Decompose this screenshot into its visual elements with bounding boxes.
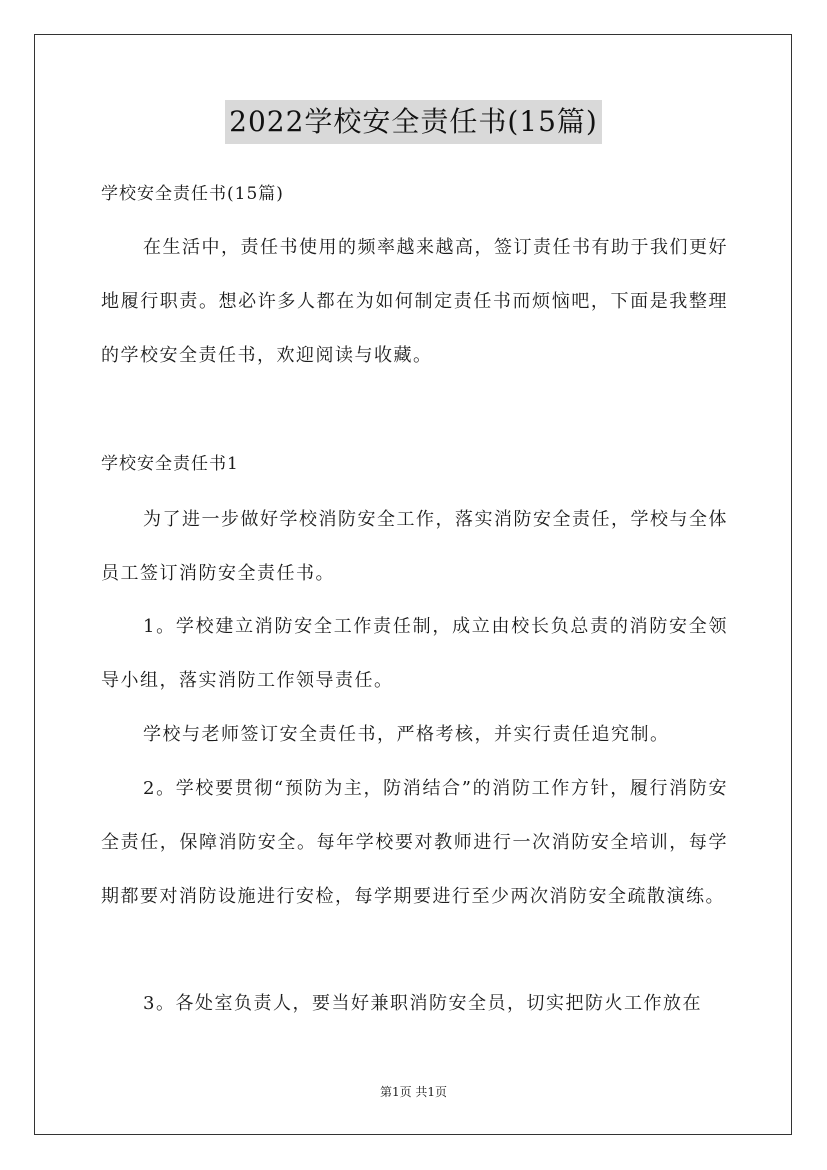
intro-paragraph: 在生活中，责任书使用的频率越来越高，签订责任书有助于我们更好地履行职责。想必许多人都在为如何制定责任书而烦恼吧，下面是我整理的学校安全责任书，欢迎阅读与收藏。 [101,237,728,366]
paragraph-3: 学校与老师签订安全责任书，严格考核，并实行责任追究制。 [143,724,670,745]
document-title: 2022学校安全责任书(15篇) [225,100,602,144]
paragraph-2: 1。学校建立消防安全工作责任制，成立由校长负总责的消防安全领导小组，落实消防工作领导责任。 [101,616,728,691]
paragraph-5: 3。各处室负责人，要当好兼职消防安全员，切实把防火工作放在 [143,993,702,1014]
section-heading: 学校安全责任书1 [101,454,239,474]
page-footer: 第1页 共1页 [379,1085,448,1099]
document-subtitle: 学校安全责任书(15篇) [101,184,284,204]
paragraph-4: 2。学校要贯彻“预防为主，防消结合”的消防工作方针，履行消防安全责任，保障消防安全。每年学校要对教师进行一次消防安全培训，每学期都要对消防设施进行安检，每学期要进行至少两次消防安全疏散演练。 [101,778,728,907]
paragraph-1: 为了进一步做好学校消防安全工作，落实消防安全责任，学校与全体员工签订消防安全责任书。 [101,509,728,584]
title-container [0,100,827,144]
